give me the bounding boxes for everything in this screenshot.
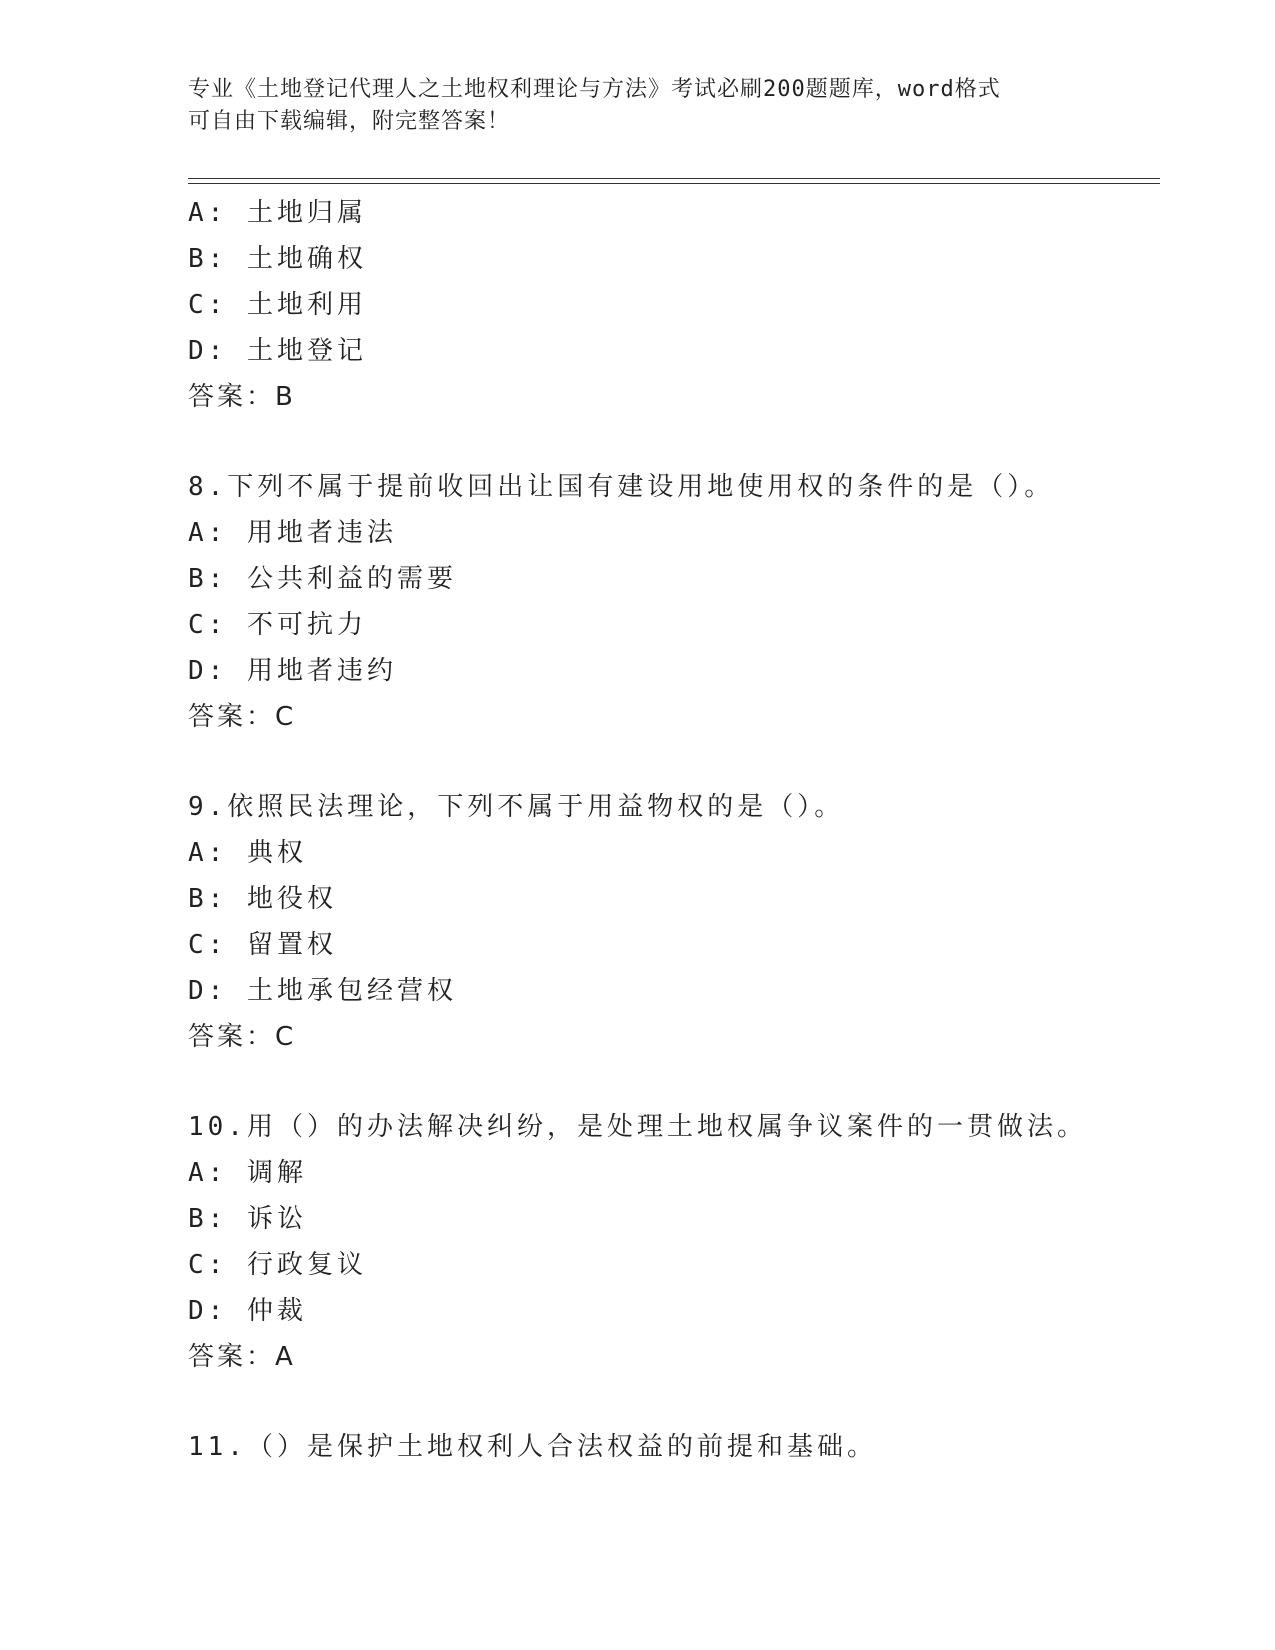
question-list: [188, 190, 1168, 1470]
question-block-8: [188, 464, 1168, 740]
option-a: A: 调解: [188, 1158, 307, 1188]
question-block-9: [188, 784, 1168, 1060]
header-line-2: 可自由下载编辑，附完整答案！: [188, 109, 511, 134]
header-line-1: 专业《土地登记代理人之土地权利理论与方法》考试必刷200题题库，word格式: [188, 77, 1001, 102]
option-b: B: 公共利益的需要: [188, 564, 457, 594]
question-block-10: [188, 1104, 1168, 1380]
question-block-7: [188, 190, 1168, 420]
question-text: 10.用（）的办法解决纠纷，是处理土地权属争议案件的一贯做法。: [188, 1112, 1087, 1142]
option-a: A: 用地者违法: [188, 518, 397, 548]
option-d: D: 土地承包经营权: [188, 976, 457, 1006]
question-text: 11.（）是保护土地权利人合法权益的前提和基础。: [188, 1432, 877, 1462]
question-text: 9.依照民法理论，下列不属于用益物权的是（）。: [188, 792, 845, 822]
document-header: [188, 74, 1068, 138]
option-b: B: 土地确权: [188, 244, 367, 274]
option-d: D: 仲裁: [188, 1296, 307, 1326]
option-b: B: 诉讼: [188, 1204, 307, 1234]
answer-line: 答案：C: [188, 1022, 297, 1052]
option-c: C: 不可抗力: [188, 610, 367, 640]
option-c: C: 土地利用: [188, 290, 367, 320]
option-d: D: 土地登记: [188, 336, 367, 366]
option-c: C: 行政复议: [188, 1250, 367, 1280]
question-block-11: [188, 1424, 1168, 1470]
answer-line: 答案：B: [188, 382, 296, 412]
option-d: D: 用地者违约: [188, 656, 397, 686]
header-divider-top: [188, 178, 1160, 179]
option-b: B: 地役权: [188, 884, 337, 914]
header-divider-bottom: [188, 183, 1160, 184]
option-c: C: 留置权: [188, 930, 337, 960]
option-a: A: 典权: [188, 838, 307, 868]
question-text: 8.下列不属于提前收回出让国有建设用地使用权的条件的是（）。: [188, 472, 1055, 502]
option-a: A: 土地归属: [188, 198, 367, 228]
answer-line: 答案：A: [188, 1342, 296, 1372]
answer-line: 答案：C: [188, 702, 297, 732]
